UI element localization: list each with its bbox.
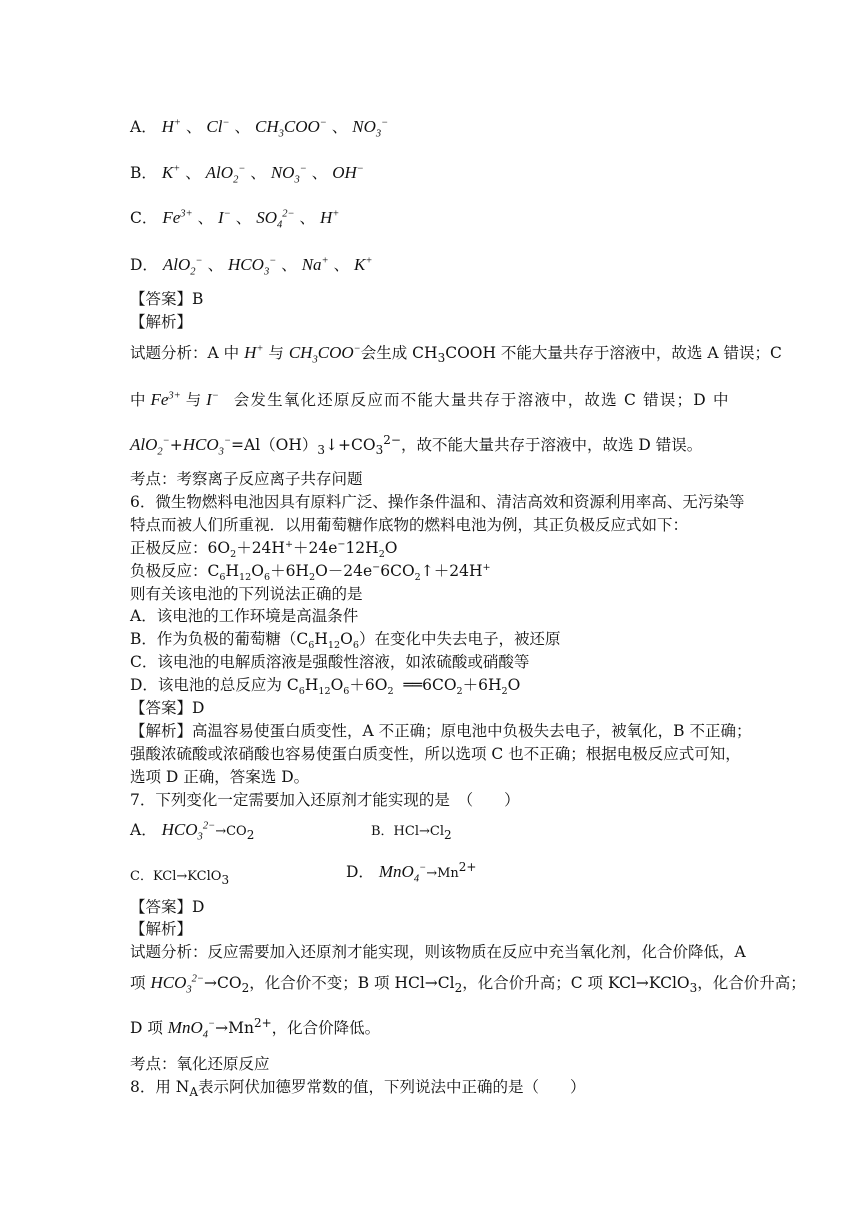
formula-nitrate: $NO_3^-$ — [352, 117, 389, 140]
q5-option-a: A． H+ 、 Cl− 、 $CH_3COO^-$ 、 $NO_3^-$ — [130, 117, 389, 140]
q6-answer: 【答案】D — [130, 699, 205, 717]
q7-option-d: D． $MnO_4^-\to Mn^{2+}$ — [346, 859, 477, 885]
q7-option-c: C．KCl→KClO$_3$ — [130, 869, 230, 888]
q7-explanation-line3: D 项 $MnO_4^-\to Mn^{2+}$，化合价降低。 — [130, 1015, 381, 1041]
q6-explanation-line3: 选项 D 正确，答案选 D。 — [130, 768, 310, 786]
q5-option-c: C． $Fe^{3+}$ 、 I− 、 $SO_4^{2-}$ 、 H+ — [130, 208, 340, 231]
q6-positive-reaction: 正极反应：$6O_2+24H^++24e^-12H_2O$ — [130, 538, 398, 561]
q6-negative-reaction: 负极反应：$C_6H_{12}O_6+6H_2O-24e^-6CO_2↑+24H^+$ — [130, 561, 491, 584]
q6-option-b: B．作为负极的葡萄糖$(C_6H_{12}O_6)$在变化中失去电子，被还原 — [130, 630, 561, 652]
q5-explanation-line3: $AlO_2^-+HCO_3^-=Al(OH)_3↓+CO_3^{2-}$，故不能大量共存于溶液中，故选 D 错误。 — [130, 432, 703, 458]
q7-answer: 【答案】D — [130, 898, 205, 916]
q5-analysis-label: 【解析】 — [130, 313, 193, 331]
q7-analysis-label: 【解析】 — [130, 920, 193, 938]
q5-kaodian: 考点：考察离子反应离子共存问题 — [130, 470, 363, 488]
q7-stem: 7．下列变化一定需要加入还原剂才能实现的是 （ ） — [130, 791, 520, 809]
q5-option-b: B． K+ 、 AlO$_2$− 、 $NO_3^-$ 、 OH− — [130, 163, 364, 186]
q5-explanation-line1: 试题分析：A 中 H+ 与 $CH_3COO^-$会生成 $CH_3COOH$ 不能大量共存于溶液中，故选 A 错误；C — [130, 343, 782, 366]
q6-option-a: A．该电池的工作环境是高温条件 — [130, 607, 359, 625]
q7-option-a: A． $HCO_3^{2-}\to CO_2$ — [130, 820, 255, 843]
q6-stem-line2: 特点而被人们所重视．以用葡萄糖作底物的燃料电池为例，其正负极反应式如下： — [130, 516, 689, 534]
formula-h-plus: H+ — [161, 117, 182, 136]
formula-acetate: $CH_3COO^-$ — [254, 117, 327, 140]
q7-explanation-line2: 项 $HCO_3^{2-}\to CO_2$，化合价不变；B 项 $HCl\to Cl_2$，化合价升高；C 项 KCl→KClO$_3$，化合价升高； — [130, 973, 806, 996]
q7-explanation-line1: 试题分析：反应需要加入还原剂才能实现，则该物质在反应中充当氧化剂，化合价降低，A — [130, 943, 746, 961]
q7-option-b: B．$HCl\to Cl_2$ — [371, 824, 452, 843]
formula-cl-minus: Cl− — [206, 117, 230, 136]
q6-question: 则有关该电池的下列说法正确的是 — [130, 585, 363, 603]
q6-explanation-line2: 强酸浓硫酸或浓硝酸也容易使蛋白质变性，所以选项 C 也不正确；根据电极反应式可知， — [130, 745, 741, 763]
q6-explanation-line1: 【解析】高温容易使蛋白质变性，A 不正确；原电池中负极失去电子，被氧化，B 不正确； — [130, 722, 752, 740]
q5-option-d: D． AlO$_2$− 、 $HCO_3^-$ 、 Na+ 、 K+ — [130, 255, 373, 278]
q6-option-d: D．该电池的总反应为 $C_6H_{12}O_6+6O_2$ $══6CO_2+6H_2O$ — [130, 676, 521, 698]
q6-option-c: C．该电池的电解质溶液是强酸性溶液，如浓硫酸或硝酸等 — [130, 653, 530, 671]
q5-explanation-line2: 中 $Fe^{3+}$ 与 I− 会发生氧化还原反应而不能大量共存于溶液中，故选 C 错误；D 中 — [130, 390, 730, 409]
q7-kaodian: 考点：氧化还原反应 — [130, 1055, 270, 1073]
q5-answer: 【答案】B — [130, 290, 204, 308]
q6-stem-line1: 6．微生物燃料电池因具有原料广泛、操作条件温和、清洁高效和资源利用率高、无污染等 — [130, 493, 745, 511]
q8-stem: 8．用 $N_A$表示阿伏加德罗常数的值，下列说法中正确的是（ ） — [130, 1078, 586, 1100]
